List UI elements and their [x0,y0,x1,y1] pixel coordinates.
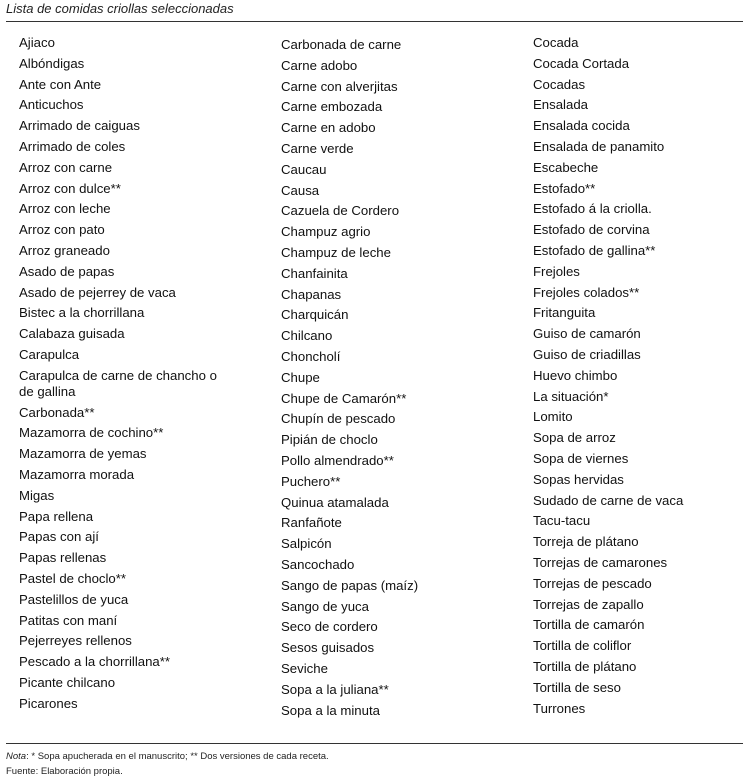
list-item: Estofado á la criolla. [533,201,652,217]
list-item: Arroz graneado [19,242,110,258]
list-item: Bistec a la chorrillana [19,305,145,321]
table-title: Lista de comidas criollas seleccionadas [6,1,234,16]
list-item: Fritanguita [533,305,596,321]
list-item: Migas [19,487,55,503]
note-label: Nota [6,751,27,762]
list-item: Frejoles colados** [533,284,640,300]
column-2 [281,37,511,723]
list-item: Picarones [19,695,78,711]
list-item: Cocada Cortada [533,55,630,71]
list-item: Cazuela de Cordero [281,203,400,219]
list-item: Arrimado de coles [19,138,126,154]
list-item: Chanfainita [281,265,348,281]
list-item: Sancochado [281,556,355,572]
list-item: Arroz con leche [19,201,111,217]
list-item: Sango de yuca [281,598,369,614]
list-item: Chupe [281,369,320,385]
list-item: Sopas hervidas [533,471,624,487]
list-item: Tacu-tacu [533,513,591,529]
list-item: Ensalada de panamito [533,138,665,154]
list-item: Cocada [533,35,579,50]
list-item: Carapulca de carne de chancho o de gallina [19,367,217,399]
list-item: Asado de pejerrey de vaca [19,284,176,300]
list-item: Sopa a la juliana** [281,681,389,697]
column-3 [533,35,743,721]
list-item: Arroz con dulce** [19,180,121,196]
list-item: Carne en adobo [281,120,376,136]
list-item: Sesos guisados [281,640,375,656]
list-item: Guiso de camarón [533,326,641,342]
list-item: Chupín de pescado [281,411,396,427]
list-item: Albóndigas [19,55,85,71]
list-item: Turrones [533,700,586,716]
list-item: Ranfañote [281,515,342,531]
list-item: Cocadas [533,76,586,92]
list-item: Sudado de carne de vaca [533,492,684,508]
list-item: Causa [281,182,320,198]
list-item: Sopa de viernes [533,450,629,466]
list-item: Puchero** [281,473,341,489]
list-item: Mazamorra de cochino** [19,425,164,441]
list-item: Estofado** [533,180,596,196]
list-item: Quinua atamalada [281,494,389,510]
list-item: Calabaza guisada [19,326,125,342]
list-item: Lomito [533,409,573,425]
list-item: Torrejas de camarones [533,554,668,570]
list-item: Tortilla de camarón [533,617,645,633]
list-item: Chupe de Camarón** [281,390,407,406]
list-item: Carne verde [281,140,354,156]
list-item: Salpicón [281,536,332,552]
list-item: Ante con Ante [19,76,102,92]
list-item: Carne embozada [281,99,383,115]
list-item: Choncholí [281,348,341,364]
list-item: Seco de cordero [281,619,378,635]
top-rule [6,21,743,22]
list-item: Seviche [281,660,328,676]
list-item: Papa rellena [19,508,94,524]
list-item: Carapulca [19,346,80,362]
list-item: Guiso de criadillas [533,346,641,362]
list-item: Arrimado de caiguas [19,118,140,134]
list-item: Pastel de choclo** [19,570,127,586]
list-item: Charquicán [281,307,349,323]
list-item: Estofado de gallina** [533,242,656,258]
list-item: Papas con ají [19,529,99,545]
list-item: Chapanas [281,286,342,302]
table-note [6,751,329,762]
list-item: Pescado a la chorrillana** [19,654,171,670]
list-item: Champuz de leche [281,244,391,260]
list-item: Arroz con carne [19,159,113,175]
table-source: Fuente: Elaboración propia. [6,766,123,777]
list-item: Mazamorra de yemas [19,446,147,462]
list-item: Carbonada** [19,404,95,420]
list-item: Pastelillos de yuca [19,591,129,607]
list-item: Tortilla de coliflor [533,638,632,654]
list-item: Asado de papas [19,263,115,279]
list-item: Huevo chimbo [533,367,618,383]
list-item: Caucau [281,161,327,177]
list-item: Pipián de choclo [281,432,378,448]
list-item: Carne con alverjitas [281,78,398,94]
list-item: Torrejas de pescado [533,575,652,591]
list-item: Papas rellenas [19,550,107,566]
list-item: Ajiaco [19,35,55,50]
list-item: Ensalada [533,97,588,113]
list-item: Patitas con maní [19,612,118,628]
list-item: Ensalada cocida [533,118,630,134]
note-text: : * Sopa apucherada en el manuscrito; ** Dos versiones de cada receta. [26,751,329,762]
list-item: Torreja de plátano [533,534,639,550]
list-item: Champuz agrio [281,224,371,240]
list-item: Sango de papas (maíz) [281,577,419,593]
list-item: Sopa a la minuta [281,702,380,718]
list-item: Chilcano [281,328,333,344]
list-item: Mazamorra morada [19,466,135,482]
list-item: Escabeche [533,159,599,175]
list-item: La situación* [533,388,609,404]
list-item: Estofado de corvina [533,222,650,238]
list-item: Pejerreyes rellenos [19,633,132,649]
list-item: Carbonada de carne [281,37,402,52]
list-item: Picante chilcano [19,674,116,690]
list-item: Tortilla de plátano [533,658,637,674]
list-item: Anticuchos [19,97,84,113]
list-item: Frejoles [533,263,580,279]
column-1 [19,35,249,717]
list-item: Sopa de arroz [533,430,616,446]
list-item: Tortilla de seso [533,679,621,695]
bottom-rule [6,743,743,744]
list-item: Pollo almendrado** [281,452,394,468]
list-item: Torrejas de zapallo [533,596,644,612]
list-item: Arroz con pato [19,222,105,238]
list-item: Carne adobo [281,57,358,73]
